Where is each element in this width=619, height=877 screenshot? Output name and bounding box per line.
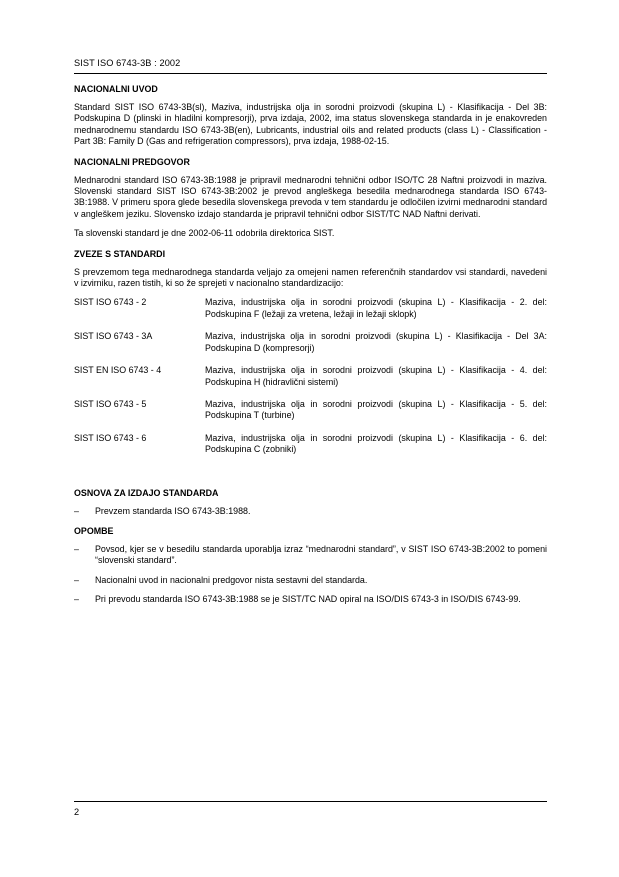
dash-marker: –	[74, 543, 79, 554]
section-title: ZVEZE S STANDARDI	[74, 248, 166, 259]
table-row	[74, 331, 547, 365]
standard-description: Maziva, industrijska olja in sorodni proizvodi (skupina L) - Klasifikacija - 5. del: Podskupina T (turbine)	[205, 398, 547, 421]
standard-code: SIST ISO 6743 - 6	[74, 432, 147, 443]
list-item-text: Pri prevodu standarda ISO 6743-3B:1988 se je SIST/TC NAD opiral na ISO/DIS 6743-3 in ISO/DIS 6743-99.	[95, 594, 521, 605]
list-item-text: Nacionalni uvod in nacionalni predgovor nista sestavni del standarda.	[95, 574, 368, 585]
standards-table	[74, 297, 547, 466]
section-zveze-s-standardi	[74, 249, 547, 467]
table-row	[74, 365, 547, 399]
osnova-list	[74, 506, 547, 517]
standard-code: SIST ISO 6743 - 5	[74, 398, 147, 409]
standard-description: Maziva, industrijska olja in sorodni proizvodi (skupina L) - Klasifikacija - 6. del: Podskupina C (zobniki)	[205, 432, 547, 455]
list-item	[74, 575, 547, 586]
standard-code: SIST EN ISO 6743 - 4	[74, 365, 162, 376]
paragraph: S prevzemom tega mednarodnega standarda veljajo za omejeni namen referenčnih standardov vsi standardi, navedeni v izvirniku, razen tistih, ki so že sprejeti v nacionalno standardizacijo:	[74, 266, 547, 289]
standard-description: Maziva, industrijska olja in sorodni proizvodi (skupina L) - Klasifikacija - 4. del: Podskupina H (hidravlični sistemi)	[205, 365, 547, 387]
section-title: NACIONALNI PREDGOVOR	[74, 156, 190, 167]
header-divider	[74, 73, 547, 74]
table-row	[74, 399, 547, 433]
section-osnova	[74, 488, 547, 517]
standard-code: SIST ISO 6743 - 3A	[74, 331, 153, 342]
dash-marker: –	[74, 594, 79, 605]
table-row	[74, 297, 547, 331]
dash-marker: –	[74, 505, 79, 516]
opombe-list	[74, 544, 547, 606]
section-title: OSNOVA ZA IZDAJO STANDARDA	[74, 487, 219, 498]
standard-description: Maziva, industrijska olja in sorodni proizvodi (skupina L) - Klasifikacija - 2. del: Podskupina F (ležaji za vretena, ležaji in ležaji sklopk)	[205, 297, 547, 319]
list-item-text: Prevzem standarda ISO 6743-3B:1988.	[95, 505, 251, 516]
list-item	[74, 544, 547, 567]
page-number: 2	[74, 807, 80, 817]
dash-marker: –	[74, 574, 79, 585]
page-content	[74, 84, 547, 615]
paragraph: Mednarodni standard ISO 6743-3B:1988 je pripravil mednarodni tehnični odbor ISO/TC 28 Naftni proizvodi in maziva. Slovenski standard SIST ISO 6743-3B:2002 je prevod angleškega besedila mednarodnega standarda ISO 6743-3B:1988. V primeru spora glede besedila slovenskega prevoda v tem standardu je odločilen izvirni mednarodni standard v angleškem jeziku. Slovensko izdajo standarda je pripravil tehnični odbor SIST/TC NAD Naftni derivati.	[74, 174, 547, 219]
section-title: NACIONALNI UVOD	[74, 84, 158, 94]
table-row	[74, 433, 547, 467]
footer-divider	[74, 801, 547, 802]
section-nacionalni-predgovor	[74, 157, 547, 240]
list-item	[74, 506, 547, 517]
standard-description: Maziva, industrijska olja in sorodni proizvodi (skupina L) - Klasifikacija - Del 3A: Podskupina D (kompresorji)	[205, 331, 547, 353]
list-item-text: Povsod, kjer se v besedilu standarda uporablja izraz “mednarodni standard”, v SIST ISO 6743-3B:2002 to pomeni “slovenski standard”.	[95, 543, 547, 566]
paragraph: Ta slovenski standard je dne 2002-06-11 odobrila direktorica SIST.	[74, 228, 335, 239]
section-title: OPOMBE	[74, 525, 114, 536]
paragraph: Standard SIST ISO 6743-3B(sl), Maziva, industrijska olja in sorodni proizvodi (skupina L) - Klasifikacija - Del 3B: Podskupina D (plinski in hladilni kompresorji), prva izdaja, 2002, ima status slovenskega standarda in je enakovreden mednarodnemu standardu ISO 6743-3B(en), Lubricants, industrial oils and related products (class L) - Classification - Part 3B: Family D (Gas and refrigeration compressors), prva izdaja, 1988-02-15.	[74, 102, 547, 147]
section-opombe	[74, 526, 547, 606]
standard-code: SIST ISO 6743 - 2	[74, 297, 147, 308]
section-nacionalni-uvod	[74, 84, 547, 148]
header-document-id: SIST ISO 6743-3B : 2002	[74, 58, 181, 68]
list-item	[74, 594, 547, 605]
